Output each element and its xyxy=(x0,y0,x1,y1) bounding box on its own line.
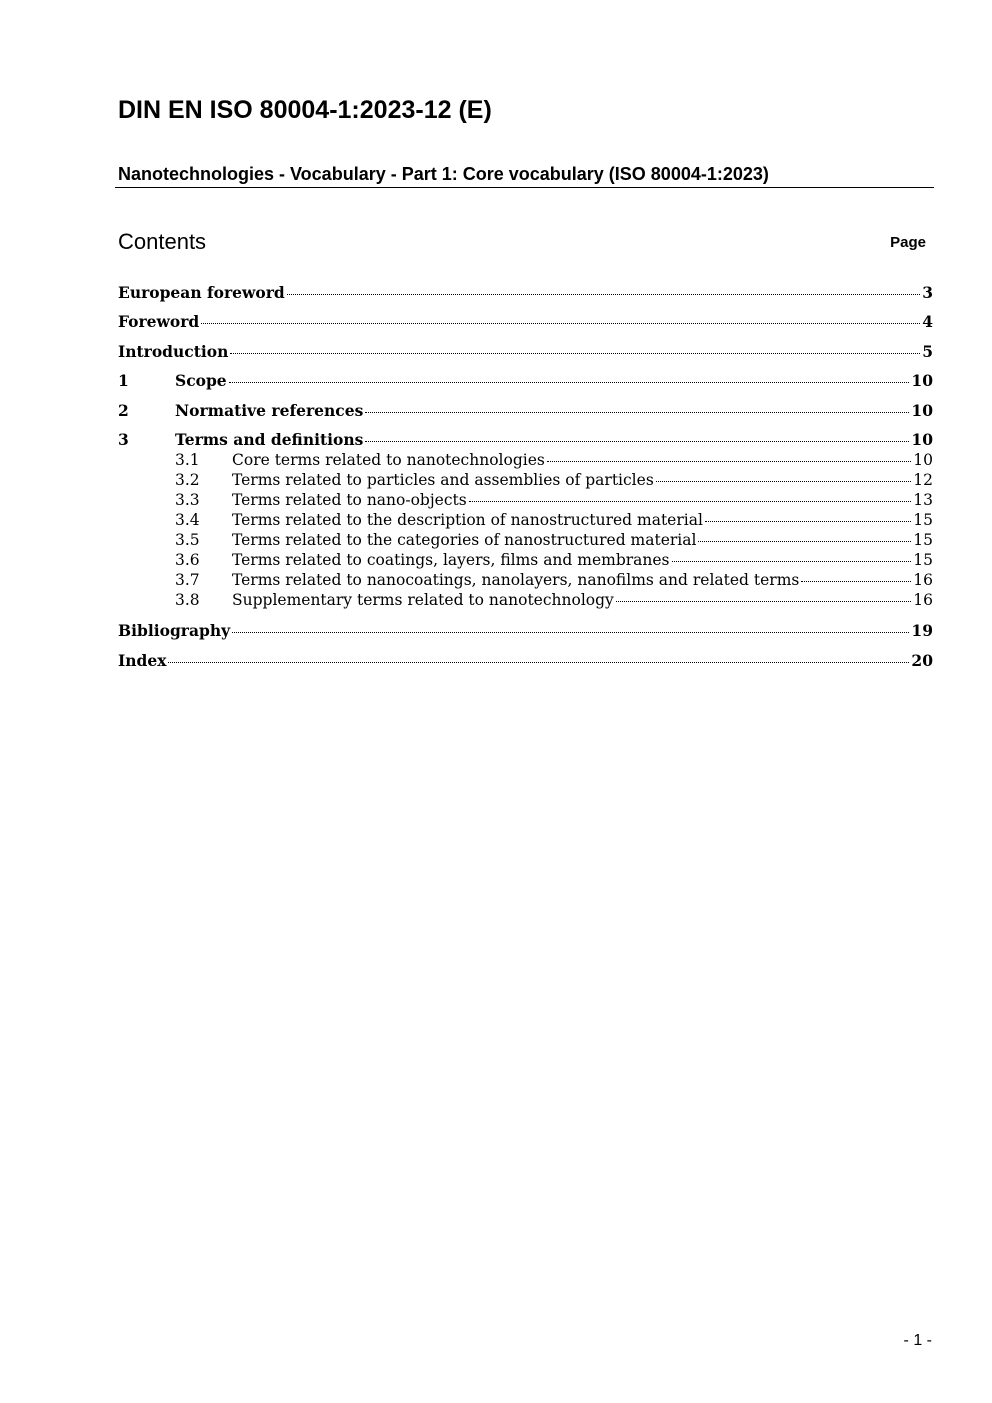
toc-entry-number: 3.2 xyxy=(175,471,200,489)
toc-leader-dots xyxy=(616,601,911,602)
toc-leader-dots xyxy=(365,441,909,442)
toc-entry-page: 15 xyxy=(913,511,933,529)
toc-entry-title: European foreword xyxy=(118,283,285,302)
toc-entry-page: 16 xyxy=(913,571,933,589)
toc-entry-title: Bibliography xyxy=(118,621,231,640)
toc-subentry-3-7[interactable] xyxy=(118,570,933,590)
toc-leader-dots xyxy=(287,294,920,295)
toc-entry-title: Introduction xyxy=(118,342,229,361)
toc-entry-title: Terms related to the description of nanostructured material xyxy=(232,511,703,529)
toc-subentry-3-5[interactable] xyxy=(118,530,933,550)
toc-entry-page: 10 xyxy=(911,371,933,390)
toc-subentry-3-2[interactable] xyxy=(118,470,933,490)
toc-leader-dots xyxy=(672,561,912,562)
toc-entry-title: Scope xyxy=(175,371,227,390)
toc-entry-european-foreword[interactable] xyxy=(118,282,933,304)
toc-entry-number: 1 xyxy=(118,371,129,390)
contents-heading: Contents xyxy=(118,229,207,254)
toc-leader-dots xyxy=(547,461,911,462)
toc-entry-title: Supplementary terms related to nanotechnology xyxy=(232,591,614,609)
toc-entry-page: 12 xyxy=(913,471,933,489)
document-subtitle: Nanotechnologies - Vocabulary - Part 1: Core vocabulary (ISO 80004-1:2023) xyxy=(118,164,769,184)
toc-entry-title: Terms and definitions xyxy=(175,430,364,449)
toc-leader-dots xyxy=(230,353,920,354)
toc-subentry-3-1[interactable] xyxy=(118,450,933,470)
toc-entry-number: 3 xyxy=(118,430,129,449)
toc-entry-page: 4 xyxy=(922,312,933,331)
toc-leader-dots xyxy=(201,323,920,324)
toc-entry-title: Terms related to nanocoatings, nanolayers, nanofilms and related terms xyxy=(232,571,800,589)
toc-entry-title: Index xyxy=(118,651,167,670)
toc-entry-title: Terms related to the categories of nanostructured material xyxy=(232,531,697,549)
toc-entry-page: 15 xyxy=(913,551,933,569)
toc-entry-page: 19 xyxy=(911,621,933,640)
subtitle-divider xyxy=(115,187,934,188)
toc-entry-number: 3.4 xyxy=(175,511,200,529)
toc-entry-title: Terms related to particles and assemblies of particles xyxy=(232,471,654,489)
toc-entry-number: 3.1 xyxy=(175,451,200,469)
toc-entry-title: Foreword xyxy=(118,312,200,331)
toc-entry-introduction[interactable] xyxy=(118,341,933,363)
toc-leader-dots xyxy=(698,541,911,542)
toc-entry-page: 20 xyxy=(911,651,933,670)
toc-entry-title: Core terms related to nanotechnologies xyxy=(232,451,545,469)
toc-entry-number: 2 xyxy=(118,401,129,420)
toc-entry-page: 5 xyxy=(922,342,933,361)
toc-entry-bibliography[interactable] xyxy=(118,620,933,642)
toc-entry-page: 15 xyxy=(913,531,933,549)
toc-entry-page: 10 xyxy=(911,430,933,449)
toc-leader-dots xyxy=(365,412,909,413)
toc-entry-title: Terms related to nano-objects xyxy=(232,491,467,509)
toc-entry-number: 3.7 xyxy=(175,571,200,589)
toc-entry-page: 13 xyxy=(913,491,933,509)
toc-entry-foreword[interactable] xyxy=(118,311,933,333)
toc-entry-normative-references[interactable] xyxy=(118,400,933,422)
toc-leader-dots xyxy=(705,521,911,522)
toc-entry-title: Normative references xyxy=(175,401,364,420)
toc-entry-number: 3.6 xyxy=(175,551,200,569)
toc-entry-title: Terms related to coatings, layers, films and membranes xyxy=(232,551,670,569)
toc-leader-dots xyxy=(168,662,909,663)
toc-entry-index[interactable] xyxy=(118,650,933,672)
toc-entry-page: 10 xyxy=(911,401,933,420)
toc-entry-scope[interactable] xyxy=(118,370,933,392)
toc-entry-page: 3 xyxy=(922,283,933,302)
toc-entry-number: 3.5 xyxy=(175,531,200,549)
toc-leader-dots xyxy=(801,581,911,582)
toc-entry-terms-and-definitions[interactable] xyxy=(118,429,933,451)
toc-subentry-3-4[interactable] xyxy=(118,510,933,530)
toc-entry-page: 16 xyxy=(913,591,933,609)
toc-subentry-3-8[interactable] xyxy=(118,590,933,610)
toc-leader-dots xyxy=(229,382,910,383)
toc-subentry-3-3[interactable] xyxy=(118,490,933,510)
toc-subentry-3-6[interactable] xyxy=(118,550,933,570)
document-title: DIN EN ISO 80004-1:2023-12 (E) xyxy=(118,96,492,124)
toc-entry-number: 3.3 xyxy=(175,491,200,509)
toc-entry-number: 3.8 xyxy=(175,591,200,609)
toc-leader-dots xyxy=(232,632,909,633)
footer-page-number: - 1 - xyxy=(903,1332,932,1349)
page-column-label: Page xyxy=(890,234,926,251)
toc-leader-dots xyxy=(656,481,911,482)
toc-leader-dots xyxy=(469,501,912,502)
toc-entry-page: 10 xyxy=(913,451,933,469)
